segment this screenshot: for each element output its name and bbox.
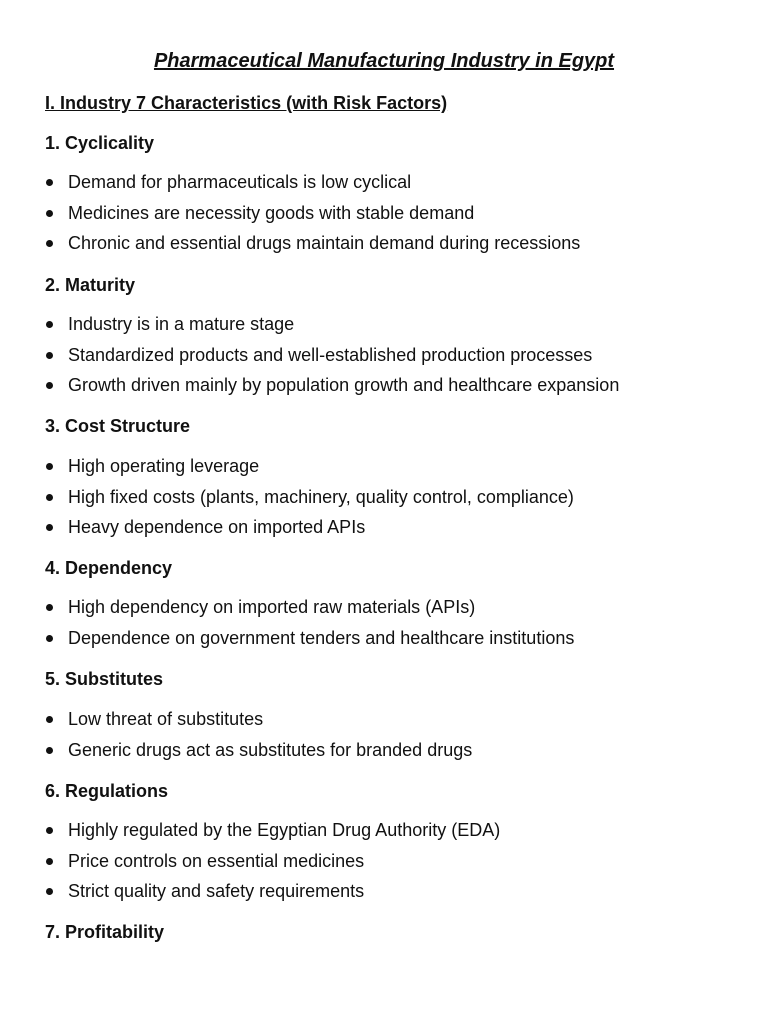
bullet-icon	[46, 716, 53, 723]
list-item	[45, 595, 574, 626]
characteristic-heading-maturity: 2. Maturity	[45, 275, 136, 295]
list-item	[45, 343, 619, 374]
characteristic-heading-substitutes: 5. Substitutes	[45, 669, 164, 689]
characteristic-list-cyclicality	[45, 170, 580, 262]
characteristic-heading-cost-structure: 3. Cost Structure	[45, 416, 191, 436]
list-item	[45, 170, 580, 201]
characteristic-heading-regulations: 6. Regulations	[45, 781, 169, 801]
bullet-icon	[46, 604, 53, 611]
list-item	[45, 485, 574, 516]
list-item-text: Price controls on essential medicines	[68, 850, 365, 871]
list-item	[45, 879, 500, 910]
bullet-icon	[46, 858, 53, 865]
bullet-icon	[46, 382, 53, 389]
bullet-icon	[46, 321, 53, 328]
list-item	[45, 738, 472, 769]
list-item-text: Chronic and essential drugs maintain demand during recessions	[68, 233, 581, 253]
bullet-icon	[46, 747, 53, 754]
characteristic-list-maturity	[45, 312, 619, 404]
list-item-text: High dependency on imported raw materials (APIs)	[68, 597, 476, 617]
characteristic-heading-dependency: 4. Dependency	[45, 558, 173, 578]
list-item	[45, 515, 574, 546]
bullet-icon	[46, 635, 53, 642]
list-item	[45, 312, 619, 343]
list-item-text: Growth driven mainly by population growth and healthcare expansion	[68, 375, 620, 395]
bullet-icon	[46, 240, 53, 247]
characteristic-list-substitutes	[45, 707, 472, 768]
list-item-text: Dependence on government tenders and healthcare institutions	[68, 627, 575, 648]
list-item-text: Highly regulated by the Egyptian Drug Authority (EDA)	[68, 820, 501, 840]
bullet-icon	[46, 827, 53, 834]
list-item	[45, 818, 500, 849]
bullet-icon	[46, 524, 53, 531]
list-item	[45, 201, 580, 232]
characteristic-list-cost-structure	[45, 454, 574, 546]
bullet-icon	[46, 352, 53, 359]
list-item	[45, 707, 472, 738]
bullet-icon	[46, 179, 53, 186]
list-item-text: Strict quality and safety requirements	[68, 881, 365, 901]
list-item-text: High operating leverage	[68, 456, 260, 476]
list-item-text: Industry is in a mature stage	[68, 314, 295, 334]
list-item-text: High fixed costs (plants, machinery, quality control, compliance)	[68, 486, 574, 507]
list-item-text: Standardized products and well-established production processes	[68, 344, 593, 365]
list-item-text: Demand for pharmaceuticals is low cyclical	[68, 172, 412, 192]
list-item	[45, 849, 500, 880]
characteristic-heading-cyclicality: 1. Cyclicality	[45, 133, 155, 153]
bullet-icon	[46, 888, 53, 895]
bullet-icon	[46, 210, 53, 217]
characteristic-heading-profitability: 7. Profitability	[45, 922, 165, 942]
list-item-text: Medicines are necessity goods with stable demand	[68, 202, 475, 223]
list-item-text: Generic drugs act as substitutes for branded drugs	[68, 739, 473, 760]
bullet-icon	[46, 494, 53, 501]
list-item	[45, 373, 619, 404]
bullet-icon	[46, 463, 53, 470]
characteristic-list-dependency	[45, 595, 574, 656]
list-item	[45, 231, 580, 262]
list-item-text: Heavy dependence on imported APIs	[68, 517, 366, 537]
list-item	[45, 454, 574, 485]
characteristic-list-regulations	[45, 818, 500, 910]
list-item-text: Low threat of substitutes	[68, 709, 264, 729]
section-heading: I. Industry 7 Characteristics (with Risk Factors)	[45, 93, 448, 113]
list-item	[45, 626, 574, 657]
document-title: Pharmaceutical Manufacturing Industry in Egypt	[153, 50, 615, 72]
